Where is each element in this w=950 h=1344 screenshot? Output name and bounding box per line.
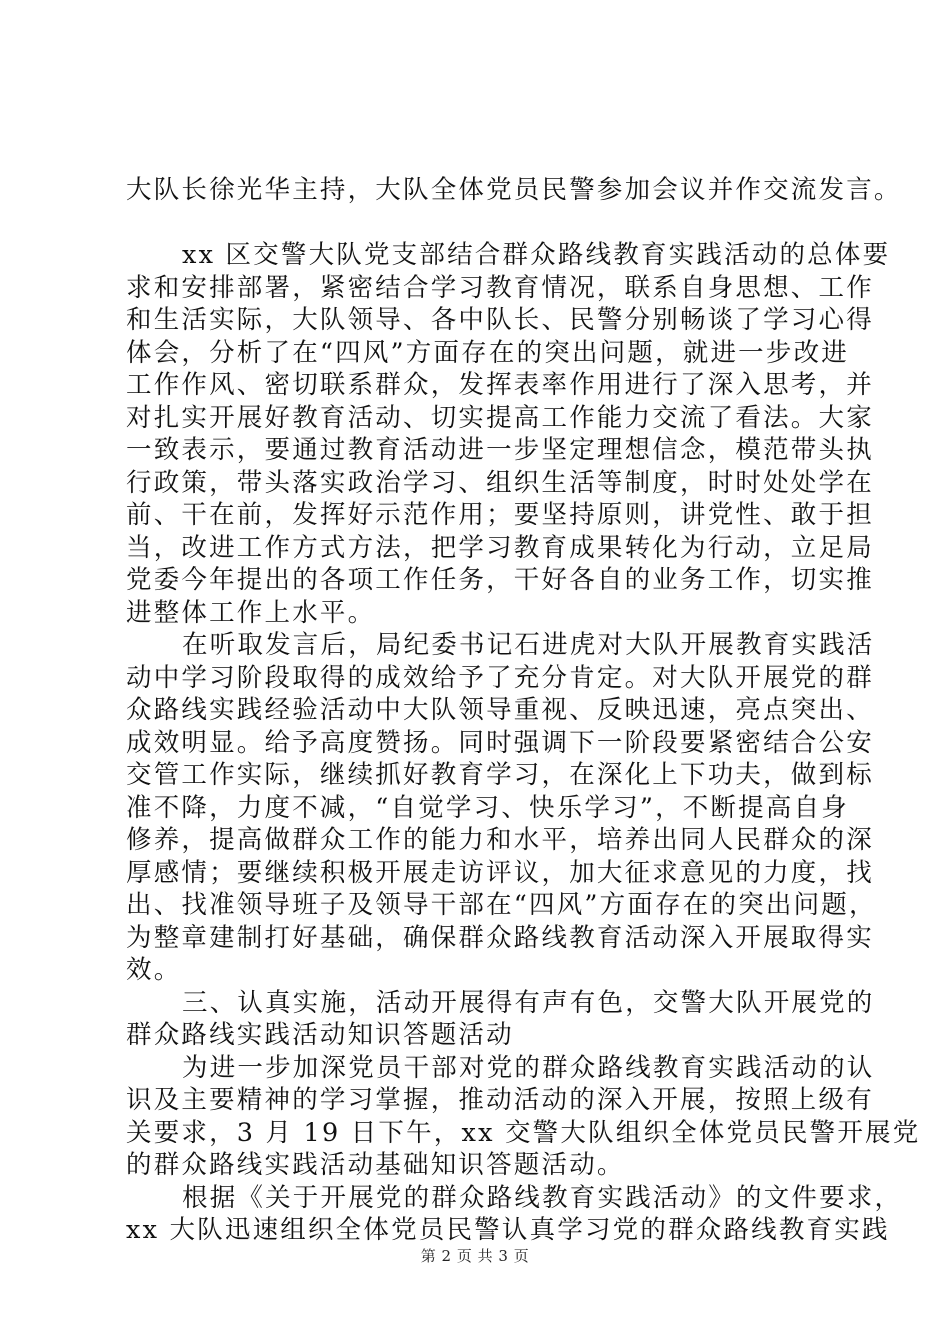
text-line: 求和安排部署，紧密结合学习教育情况，联系自身思想、工作: [126, 272, 874, 303]
text-line: 一致表示，要通过教育活动进一步坚定理想信念，模范带头执: [126, 435, 874, 465]
text-line: 的群众路线实践活动基础知识答题活动。: [126, 1150, 625, 1180]
text-line: 对扎实开展好教育活动、切实提高工作能力交流了看法。大家: [126, 402, 874, 433]
section-heading-line: 三、认真实施，活动开展得有声有色，交警大队开展党的: [182, 987, 875, 1018]
text-line: 厚感情；要继续积极开展走访评议，加大征求意见的力度，找: [126, 857, 874, 888]
text-line: 动中学习阶段取得的成效给予了充分肯定。对大队开展党的群: [126, 662, 874, 693]
text-line: 和生活实际，大队领导、各中队长、民警分别畅谈了学习心得: [126, 305, 874, 335]
paragraph-start-line: 为进一步加深党员干部对党的群众路线教育实践活动的认: [182, 1052, 875, 1083]
text-line: 成效明显。给予高度赞扬。同时强调下一阶段要紧密结合公安: [126, 727, 874, 758]
text-line: 进整体工作上水平。: [126, 597, 376, 628]
text-line: 识及主要精神的学习掌握，推动活动的深入开展，按照上级有: [126, 1085, 874, 1115]
text-line: 准不降，力度不减，“自觉学习、快乐学习”，不断提高自身: [126, 792, 849, 823]
text-line: 交管工作实际，继续抓好教育学习，在深化上下功夫，做到标: [126, 760, 874, 790]
text-line: 党委今年提出的各项工作任务，干好各自的业务工作，切实推: [126, 565, 874, 595]
paragraph-start-line: 在听取发言后，局纪委书记石进虎对大队开展教育实践活: [182, 630, 875, 660]
text-line: 为整章建制打好基础，确保群众路线教育活动深入开展取得实: [126, 922, 874, 953]
paragraph-start-line: 根据《关于开展党的群众路线教育实践活动》的文件要求，: [182, 1182, 903, 1213]
page-number-footer: 第 2 页 共 3 页: [420, 1247, 530, 1265]
text-line: 当，改进工作方式方法，把学习教育成果转化为行动，立足局: [126, 532, 874, 563]
section-heading-line: 群众路线实践活动知识答题活动: [126, 1020, 514, 1050]
paragraph-start-line: xx 区交警大队党支部结合群众路线教育实践活动的总体要: [182, 240, 891, 270]
text-line: 大队长徐光华主持，大队全体党员民警参加会议并作交流发言。: [126, 175, 902, 205]
text-line: 工作作风、密切联系群众，发挥表率作用进行了深入思考，并: [126, 370, 874, 400]
text-line: xx 大队迅速组织全体党员民警认真学习党的群众路线教育实践: [126, 1215, 890, 1245]
blank-line: [126, 207, 836, 240]
text-line: 修养，提高做群众工作的能力和水平，培养出同人民群众的深: [126, 825, 874, 855]
text-line: 前、干在前，发挥好示范作用；要坚持原则，讲党性、敢于担: [126, 500, 874, 530]
text-line: 众路线实践经验活动中大队领导重视、反映迅速，亮点突出、: [126, 695, 874, 725]
text-line: 体会，分析了在“四风”方面存在的突出问题，就进一步改进: [126, 337, 849, 368]
text-line: 出、找准领导班子及领导干部在“四风”方面存在的突出问题，: [126, 890, 877, 920]
text-line: 效。: [126, 955, 182, 985]
text-line: 行政策，带头落实政治学习、组织生活等制度，时时处处学在: [126, 467, 874, 498]
text-line: 关要求，3 月 19 日下午，xx 交警大队组织全体党员民警开展党: [126, 1117, 921, 1148]
body-text: [126, 174, 921, 1247]
